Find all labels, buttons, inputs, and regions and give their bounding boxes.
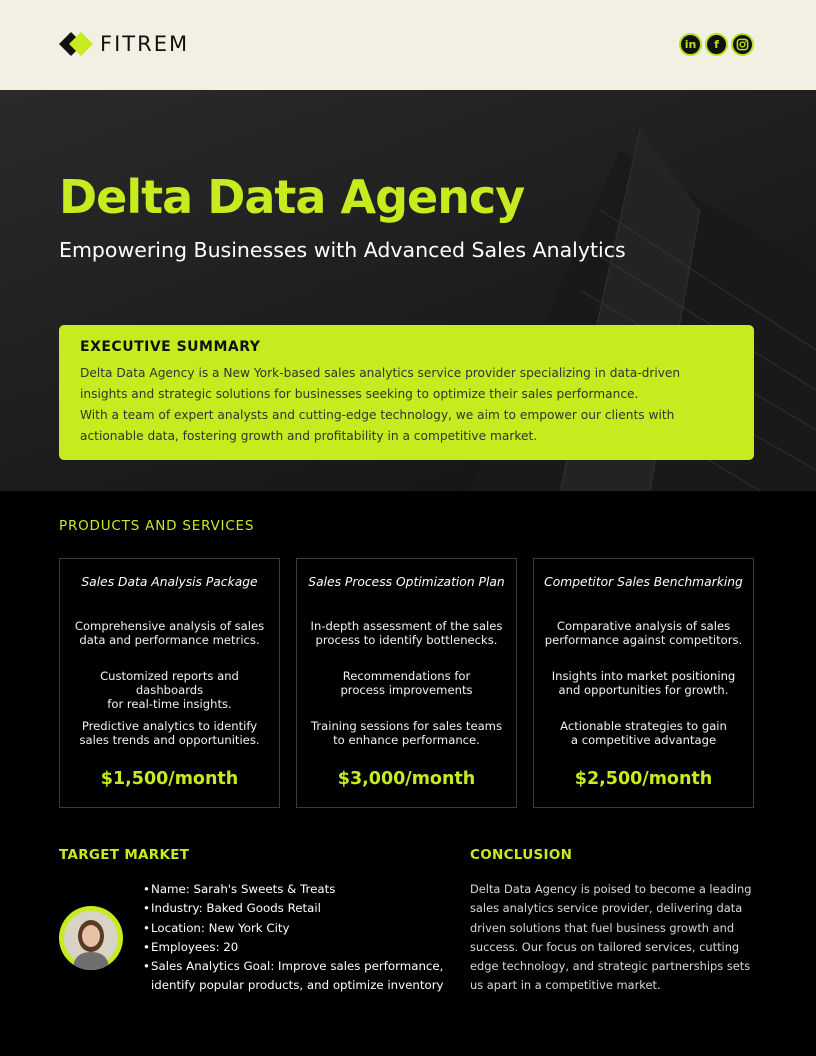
product-card xyxy=(296,558,517,808)
product-feature: Predictive analytics to identify sales trends and opportunities. xyxy=(79,719,260,747)
products-heading: PRODUCTS AND SERVICES xyxy=(59,518,255,534)
product-feature: Customized reports and dashboards for real-time insights. xyxy=(100,669,239,711)
list-item: •Sales Analytics Goal: Improve sales performance, xyxy=(143,959,444,974)
product-price: $1,500/month xyxy=(100,769,239,789)
product-feature: In-depth assessment of the sales process to identify bottlenecks. xyxy=(310,619,503,647)
brand-logo[interactable] xyxy=(59,30,189,58)
product-price: $2,500/month xyxy=(574,769,713,789)
person-photo xyxy=(59,906,123,970)
conclusion-text: Delta Data Agency is poised to become a leading sales analytics service provider, delivering data driven solutions that fuel business growth and success. Our focus on tailored services, cutting edge technology, and strategic partnerships sets us apart in a competitive market. xyxy=(470,882,752,993)
product-title: Sales Process Optimization Plan xyxy=(308,575,505,589)
page-title: Delta Data Agency xyxy=(59,170,525,224)
conclusion-heading: CONCLUSION xyxy=(470,847,573,863)
instagram-icon[interactable] xyxy=(731,33,754,56)
list-item: •Name: Sarah's Sweets & Treats xyxy=(143,882,336,896)
list-item: •Industry: Baked Goods Retail xyxy=(143,901,321,916)
social-links xyxy=(679,33,754,56)
target-market-heading: TARGET MARKET xyxy=(59,847,190,863)
product-title: Competitor Sales Benchmarking xyxy=(544,575,743,589)
target-market-list xyxy=(143,880,444,996)
facebook-icon[interactable]: f xyxy=(705,33,728,56)
list-item: •Location: New York City xyxy=(143,920,290,935)
product-card xyxy=(59,558,280,808)
product-feature: Comprehensive analysis of sales data and performance metrics. xyxy=(74,619,265,647)
product-feature: Actionable strategies to gain a competitive advantage xyxy=(560,719,727,747)
list-item: •Employees: 20 xyxy=(143,939,239,954)
product-feature: Training sessions for sales teams to enhance performance. xyxy=(310,719,503,747)
page-subtitle: Empowering Businesses with Advanced Sales Analytics xyxy=(59,238,626,262)
executive-summary-heading: EXECUTIVE SUMMARY xyxy=(80,339,261,355)
product-price: $3,000/month xyxy=(337,769,476,789)
avatar xyxy=(59,906,123,970)
list-item-continuation: identify popular products, and optimize inventory xyxy=(151,978,444,993)
product-feature: Recommendations for process improvements xyxy=(340,669,473,697)
product-feature: Comparative analysis of sales performance against competitors. xyxy=(544,619,743,647)
header-bar xyxy=(0,0,816,90)
product-card xyxy=(533,558,754,808)
executive-summary-box xyxy=(59,325,754,460)
executive-summary-text: Delta Data Agency is a New York-based sales analytics service provider specializing in data-driven insights and strategic solutions for businesses seeking to optimize their sales performance. With a team of expert analysts and cutting-edge technology, we aim to empower our clients with actionable data, fostering growth and profitability in a competitive market. xyxy=(80,366,681,443)
diamond-logo-icon xyxy=(59,30,93,58)
linkedin-icon[interactable]: in xyxy=(679,33,702,56)
product-feature: Insights into market positioning and opportunities for growth. xyxy=(551,669,736,697)
product-cards xyxy=(59,558,754,808)
product-title: Sales Data Analysis Package xyxy=(81,575,258,589)
brand-name: FITREM xyxy=(100,32,190,56)
